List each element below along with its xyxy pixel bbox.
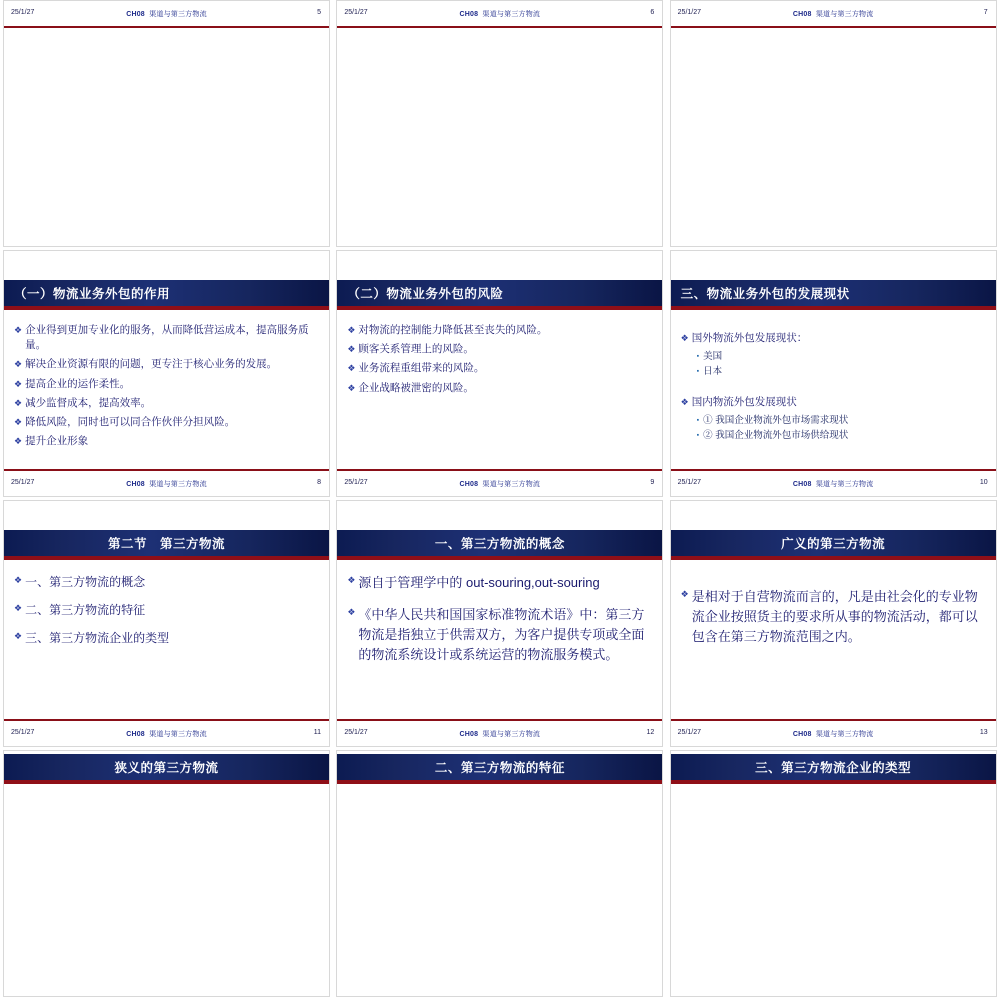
footer-date: 25/1/27 <box>11 9 35 16</box>
footer-center <box>337 729 662 739</box>
list-item <box>347 573 652 593</box>
list-item <box>14 573 319 591</box>
slide-footer <box>4 1 329 28</box>
diamond-bullet-icon: ❖ <box>14 417 23 428</box>
square-bullet-icon: ▪ <box>696 353 700 361</box>
footer-chapter: CH08 <box>459 11 479 18</box>
slide-title: 三、物流业务外包的发展现状 <box>680 287 850 301</box>
list-item-text: 国内物流外包发展现状 <box>691 395 797 408</box>
slide-footer <box>4 719 329 746</box>
slide-title: 狭义的第三方物流 <box>114 761 219 775</box>
slide-title-band <box>671 754 996 784</box>
slide-thumbnail[interactable] <box>3 250 330 497</box>
square-bullet-icon: ▪ <box>696 368 700 376</box>
footer-chapter: CH08 <box>792 481 812 488</box>
list-item-text: 《中华人民共和国国家标准物流术语》中：第三方物流是指独立于供需双方，为客户提供专项或全面的物流系统设计或系统运营的物流服务模式。 <box>358 607 645 663</box>
footer-date: 25/1/27 <box>344 479 368 486</box>
slide-thumbnail[interactable] <box>3 750 330 997</box>
slide-footer <box>4 469 329 496</box>
slide-title-band <box>671 280 996 310</box>
footer-page-number: 5 <box>317 9 321 16</box>
list-item <box>347 381 652 396</box>
footer-center <box>337 479 662 489</box>
footer-date: 25/1/27 <box>11 479 35 486</box>
diamond-bullet-icon: ❖ <box>680 589 689 599</box>
list-item <box>347 323 652 338</box>
list-item <box>14 357 319 372</box>
list-item <box>347 342 652 357</box>
list-item-text: 减少监督成本，提高效率。 <box>25 396 152 409</box>
slide-thumbnail[interactable] <box>336 500 663 747</box>
footer-page-number: 10 <box>979 479 988 486</box>
slide-title: （一）物流业务外包的作用 <box>14 287 171 301</box>
list-item <box>681 395 986 410</box>
diamond-bullet-icon: ❖ <box>14 631 23 641</box>
diamond-bullet-icon: ❖ <box>14 378 23 389</box>
diamond-bullet-icon: ❖ <box>347 363 356 374</box>
footer-title: 渠道与第三方物流 <box>482 11 541 18</box>
footer-title: 渠道与第三方物流 <box>815 481 874 488</box>
footer-chapter: CH08 <box>459 481 479 488</box>
footer-center <box>4 9 329 19</box>
footer-title: 渠道与第三方物流 <box>149 11 207 18</box>
slide-title-band <box>4 530 329 560</box>
diamond-bullet-icon: ❖ <box>347 344 356 355</box>
diamond-bullet-icon: ❖ <box>14 397 23 408</box>
list-item-text: ① 我国企业物流外包市场需求现状 <box>703 414 849 426</box>
slide-thumbnail[interactable] <box>3 500 330 747</box>
list-item-text: 降低风险，同时也可以同合作伙伴分担风险。 <box>25 416 236 429</box>
diamond-bullet-icon: ❖ <box>14 359 23 370</box>
footer-page-number: 13 <box>979 729 988 736</box>
list-item-text: 日本 <box>703 366 723 378</box>
list-item-text: ② 我国企业物流外包市场供给现状 <box>703 430 849 442</box>
list-item-text: 对物流的控制能力降低甚至丧失的风险。 <box>358 324 548 336</box>
slide-title: 三、第三方物流企业的类型 <box>755 761 912 775</box>
list-item <box>14 601 319 619</box>
footer-date: 25/1/27 <box>11 729 35 736</box>
slide-title-band <box>4 280 329 310</box>
footer-page-number: 12 <box>646 729 655 736</box>
diamond-bullet-icon: ❖ <box>14 325 23 335</box>
footer-title: 渠道与第三方物流 <box>815 731 874 738</box>
list-item <box>681 587 986 647</box>
list-item <box>697 365 986 379</box>
slide-title: （二）物流业务外包的风险 <box>347 287 504 301</box>
slide-title: 二、第三方物流的特征 <box>434 761 565 775</box>
list-item-text: 二、第三方物流的特征 <box>25 603 146 617</box>
footer-chapter: CH08 <box>792 11 812 18</box>
diamond-bullet-icon: ❖ <box>347 575 356 585</box>
footer-center <box>337 9 662 19</box>
footer-center <box>4 479 329 489</box>
footer-center <box>671 9 996 19</box>
slide-thumbnail[interactable] <box>3 0 330 247</box>
list-item-text: 企业战略被泄密的风险。 <box>358 381 474 394</box>
footer-title: 渠道与第三方物流 <box>149 731 207 738</box>
list-item-text: 一、第三方物流的概念 <box>25 575 146 589</box>
slide-title-band <box>671 530 996 560</box>
slide-title: 第二节 第三方物流 <box>107 537 225 551</box>
diamond-bullet-icon: ❖ <box>347 325 356 335</box>
slide-title-band <box>4 754 329 784</box>
footer-date: 25/1/27 <box>677 479 702 486</box>
list-item <box>14 396 319 411</box>
square-bullet-icon: ▪ <box>696 416 700 424</box>
footer-date: 25/1/27 <box>344 729 368 736</box>
footer-page-number: 7 <box>983 9 988 16</box>
slide-thumbnail[interactable] <box>670 250 997 497</box>
footer-page-number: 8 <box>317 479 321 486</box>
slide-thumbnail[interactable] <box>670 750 997 997</box>
list-item <box>14 629 319 647</box>
footer-page-number: 6 <box>650 9 655 16</box>
diamond-bullet-icon: ❖ <box>14 575 23 585</box>
slide-title-band <box>337 530 662 560</box>
slide-footer <box>337 469 662 496</box>
footer-date: 25/1/27 <box>677 729 702 736</box>
list-item-text: 是相对于自营物流而言的，凡是由社会化的专业物流企业按照货主的要求所从事的物流活动，都可以包含在第三方物流范围之内。 <box>691 589 978 645</box>
slide-footer <box>337 1 662 28</box>
footer-center <box>4 729 329 739</box>
list-item-text: 美国 <box>703 351 723 363</box>
slide-title: 一、第三方物流的概念 <box>434 537 565 551</box>
list-item-text: 顾客关系管理上的风险。 <box>358 343 474 356</box>
list-item-text: 提升企业形象 <box>25 435 89 448</box>
list-item <box>347 605 652 665</box>
footer-title: 渠道与第三方物流 <box>815 11 874 18</box>
list-item <box>14 434 319 449</box>
slide-footer <box>337 719 662 746</box>
slide-thumbnail[interactable] <box>336 0 663 247</box>
footer-title: 渠道与第三方物流 <box>149 481 207 488</box>
slide-footer <box>671 469 996 496</box>
list-item-text: 源自于管理学中的 out-souring,out-souring <box>358 575 600 590</box>
footer-chapter: CH08 <box>126 731 145 738</box>
list-item-text: 企业得到更加专业化的服务，从而降低营运成本，提高服务质量。 <box>25 324 309 352</box>
diamond-bullet-icon: ❖ <box>14 603 23 613</box>
list-item <box>697 429 986 443</box>
list-item <box>14 415 319 430</box>
slide-thumbnail[interactable] <box>670 500 997 747</box>
footer-date: 25/1/27 <box>677 9 702 16</box>
list-item-text: 解决企业资源有限的问题，更专注于核心业务的发展。 <box>25 358 278 371</box>
footer-date: 25/1/27 <box>344 9 368 16</box>
slide-footer <box>671 719 996 746</box>
slide-thumbnail[interactable] <box>336 750 663 997</box>
list-item <box>347 361 652 376</box>
footer-chapter: CH08 <box>459 731 479 738</box>
list-item-text: 提高企业的运作柔性。 <box>25 377 131 390</box>
list-item <box>697 414 986 428</box>
diamond-bullet-icon: ❖ <box>347 382 356 393</box>
slide-title-band <box>337 280 662 310</box>
list-item-text: 业务流程重组带来的风险。 <box>358 362 485 375</box>
diamond-bullet-icon: ❖ <box>680 333 689 343</box>
footer-page-number: 9 <box>650 479 655 486</box>
slide-title-band <box>337 754 662 784</box>
list-item <box>14 323 319 353</box>
list-item-text: 三、第三方物流企业的类型 <box>25 631 170 645</box>
footer-center <box>671 729 996 739</box>
diamond-bullet-icon: ❖ <box>680 396 689 407</box>
slide-thumbnail[interactable] <box>670 0 997 247</box>
square-bullet-icon: ▪ <box>696 432 700 440</box>
footer-chapter: CH08 <box>126 11 145 18</box>
list-item <box>681 331 986 346</box>
diamond-bullet-icon: ❖ <box>347 607 356 618</box>
list-item <box>14 377 319 392</box>
list-item-text: 国外物流外包发展现状： <box>691 332 808 344</box>
slide-footer <box>671 1 996 28</box>
slide-thumbnail[interactable] <box>336 250 663 497</box>
slide-title: 广义的第三方物流 <box>781 537 886 551</box>
footer-title: 渠道与第三方物流 <box>482 731 541 738</box>
diamond-bullet-icon: ❖ <box>14 436 23 447</box>
footer-center <box>671 479 996 489</box>
footer-chapter: CH08 <box>792 731 812 738</box>
footer-page-number: 11 <box>313 729 321 736</box>
footer-chapter: CH08 <box>126 481 145 488</box>
footer-title: 渠道与第三方物流 <box>482 481 541 488</box>
list-item <box>697 350 986 364</box>
